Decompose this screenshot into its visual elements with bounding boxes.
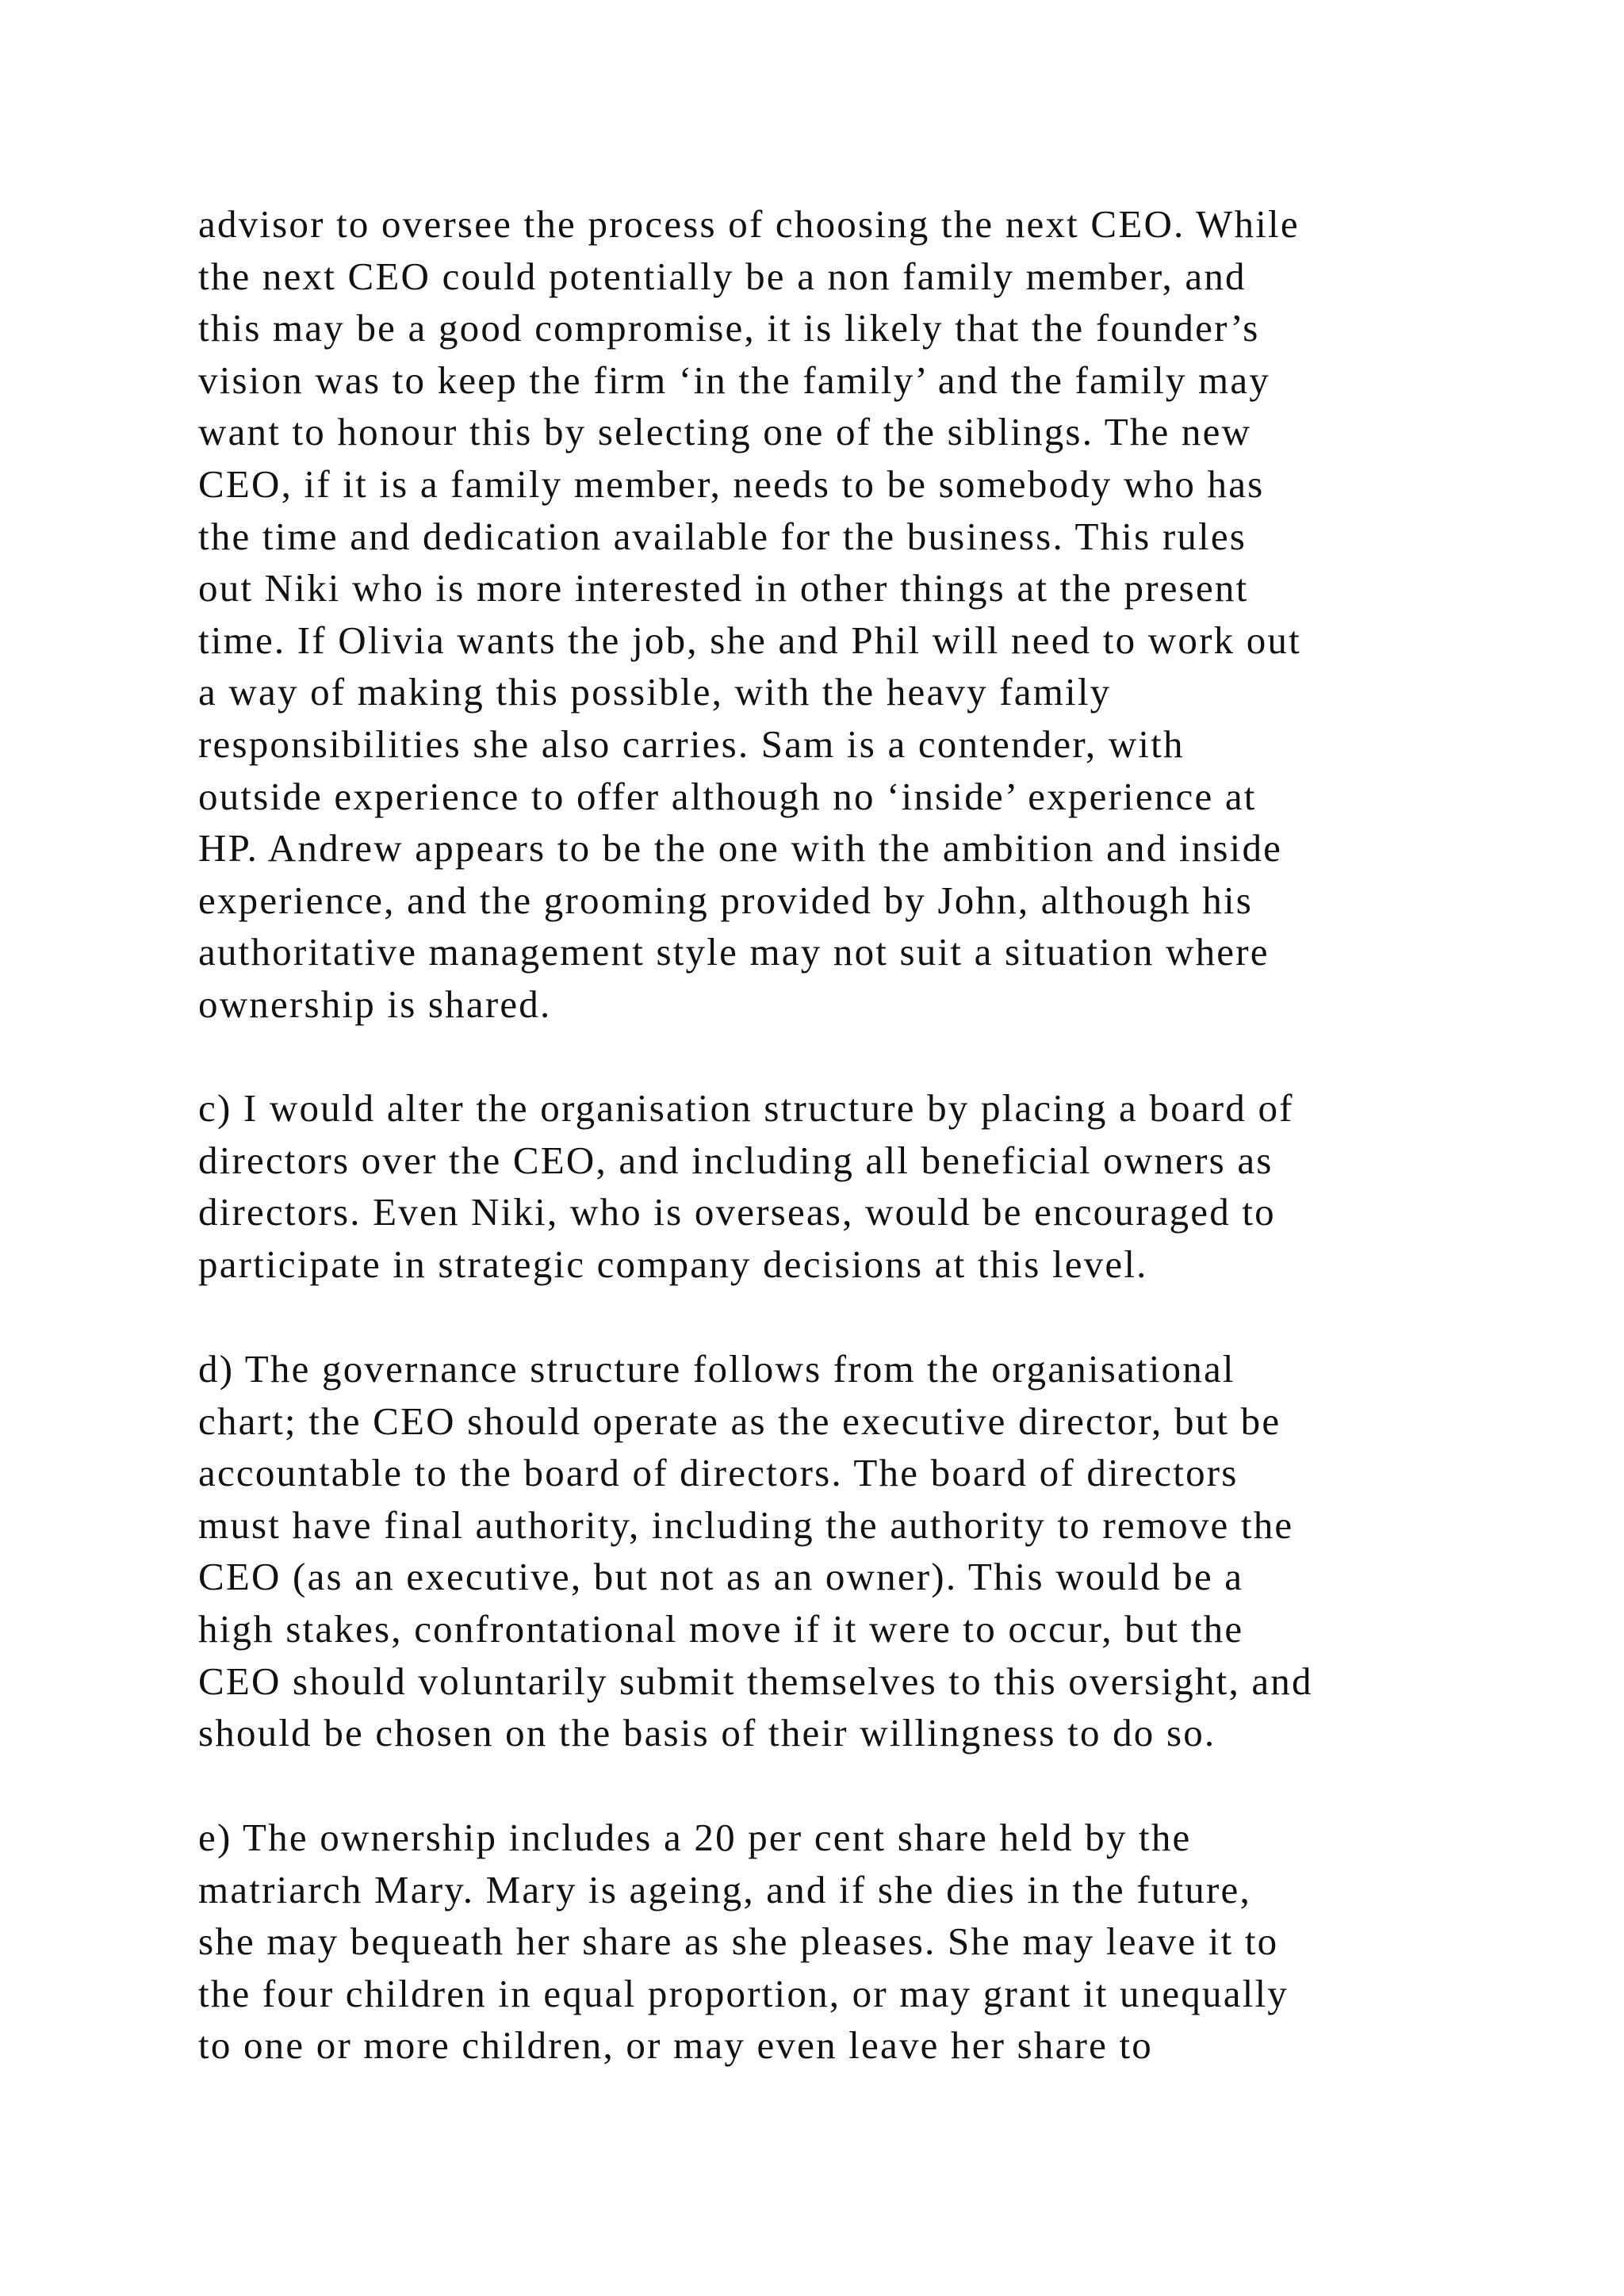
paragraph-c-organisation-structure xyxy=(198,1082,1435,1290)
text-line: vision was to keep the firm ‘in the family’ and the family may xyxy=(198,358,1270,402)
text-line: the time and dedication available for the business. This rules xyxy=(198,514,1247,558)
text-line: out Niki who is more interested in other things at the present xyxy=(198,566,1249,610)
text-line: a way of making this possible, with the heavy family xyxy=(198,670,1112,714)
text-line: c) I would alter the organisation structure by placing a board of xyxy=(198,1086,1294,1130)
paragraph-d-governance-structure xyxy=(198,1343,1435,1759)
text-line: CEO, if it is a family member, needs to be somebody who has xyxy=(198,461,1265,506)
text-line: must have final authority, including the authority to remove the xyxy=(198,1502,1294,1547)
text-line: want to honour this by selecting one of the siblings. The new xyxy=(198,410,1252,454)
text-line: e) The ownership includes a 20 per cent share held by the xyxy=(198,1816,1192,1859)
text-line: participate in strategic company decisions at this level. xyxy=(198,1242,1148,1286)
text-line: accountable to the board of directors. The board of directors xyxy=(198,1451,1239,1495)
text-line: d) The governance structure follows from the organisational xyxy=(198,1347,1235,1391)
text-line: outside experience to offer although no ‘inside’ experience at xyxy=(198,774,1257,818)
text-line: to one or more children, or may even leave her share to xyxy=(198,2023,1154,2068)
text-line: directors over the CEO, and including all beneficial owners as xyxy=(198,1138,1274,1182)
text-line: she may bequeath her share as she pleases. She may leave it to xyxy=(198,1919,1279,1964)
text-line: high stakes, confrontational move if it were to occur, but the xyxy=(198,1606,1244,1651)
text-line: time. If Olivia wants the job, she and Phil will need to work out xyxy=(198,618,1301,662)
text-line: authoritative management style may not suit a situation where xyxy=(198,930,1270,974)
text-line: the next CEO could potentially be a non family member, and xyxy=(198,254,1247,298)
text-line: directors. Even Niki, who is overseas, would be encouraged to xyxy=(198,1190,1276,1234)
text-line: this may be a good compromise, it is likely that the founder’s xyxy=(198,306,1260,350)
text-line: HP. Andrew appears to be the one with the ambition and inside xyxy=(198,826,1283,871)
text-line: experience, and the grooming provided by John, although his xyxy=(198,878,1254,922)
text-line: CEO should voluntarily submit themselves to this oversight, and xyxy=(198,1659,1313,1703)
text-line: the four children in equal proportion, or may grant it unequally xyxy=(198,1971,1289,2015)
text-line: chart; the CEO should operate as the executive director, but be xyxy=(198,1399,1281,1443)
text-line: ownership is shared. xyxy=(198,982,552,1026)
paragraph-e-ownership xyxy=(198,1812,1435,2072)
text-line: should be chosen on the basis of their willingness to do so. xyxy=(198,1711,1216,1755)
paragraph-ceo-selection xyxy=(198,198,1435,1031)
text-line: matriarch Mary. Mary is ageing, and if she dies in the future, xyxy=(198,1867,1251,1911)
text-line: advisor to oversee the process of choosing the next CEO. While xyxy=(198,202,1300,246)
text-line: CEO (as an executive, but not as an owner). This would be a xyxy=(198,1555,1244,1599)
text-line: responsibilities she also carries. Sam is a contender, with xyxy=(198,721,1185,766)
